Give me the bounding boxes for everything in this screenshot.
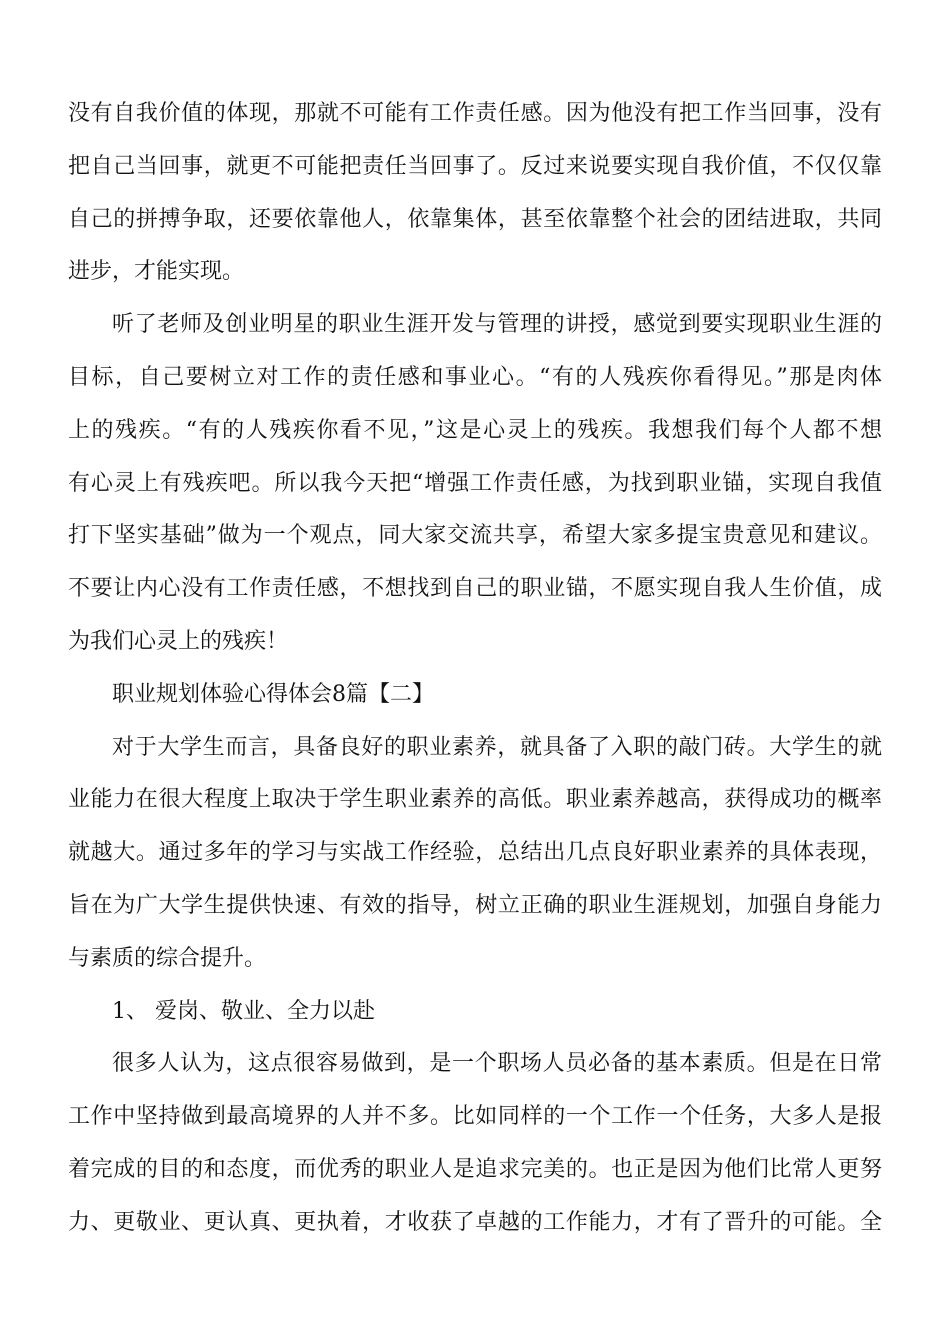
text-line: 上的残疾。“有的人残疾你看不见，”这是心灵上的残疾。我想我们每个人都不想 [68, 417, 882, 443]
text-line: 业能力在很大程度上取决于学生职业素养的高低。职业素养越高，获得成功的概率 [68, 787, 882, 813]
text-line: 听了老师及创业明星的职业生涯开发与管理的讲授，感觉到要实现职业生涯的 [112, 312, 882, 338]
list-heading: 1、 爱岗、敬业、全力以赴 [112, 998, 375, 1024]
text-line: 有心灵上有残疾吧。所以我今天把“增强工作责任感，为找到职业锚，实现自我值 [68, 470, 882, 496]
text-line: 进步，才能实现。 [68, 259, 245, 285]
text-line: 打下坚实基础”做为一个观点，同大家交流共享，希望大家多提宝贵意见和建议。 [68, 523, 882, 549]
text-line: 旨在为广大学生提供快速、有效的指导，树立正确的职业生涯规划，加强自身能力 [68, 892, 882, 918]
text-line: 很多人认为，这点很容易做到，是一个职场人员必备的基本素质。但是在日常 [112, 1051, 882, 1077]
text-line: 对于大学生而言，具备良好的职业素养，就具备了入职的敲门砖。大学生的就 [112, 734, 882, 760]
text-line: 不要让内心没有工作责任感，不想找到自己的职业锚，不愿实现自我人生价值，成 [68, 576, 882, 602]
text-line: 为我们心灵上的残疾！ [68, 628, 289, 654]
document-page [68, 88, 882, 1250]
text-line: 就越大。通过多年的学习与实战工作经验，总结出几点良好职业素养的具体表现， [68, 840, 882, 866]
text-line: 没有自我价值的体现，那就不可能有工作责任感。因为他没有把工作当回事，没有 [68, 101, 882, 126]
section-heading: 职业规划体验心得体会8篇【二】 [112, 681, 434, 707]
text-line: 目标，自己要树立对工作的责任感和事业心。“有的人残疾你看得见。”那是肉体 [68, 364, 882, 390]
text-line: 着完成的目的和态度，而优秀的职业人是追求完美的。也正是因为他们比常人更努 [68, 1156, 882, 1182]
text-line: 与素质的综合提升。 [68, 945, 267, 971]
text-line: 自己的拼搏争取，还要依靠他人，依靠集体，甚至依靠整个社会的团结进取，共同 [68, 206, 882, 232]
text-line: 工作中坚持做到最高境界的人并不多。比如同样的一个工作一个任务，大多人是报 [68, 1104, 882, 1130]
text-line: 力、更敬业、更认真、更执着，才收获了卓越的工作能力，才有了晋升的可能。全 [68, 1209, 882, 1235]
text-line: 把自己当回事，就更不可能把责任当回事了。反过来说要实现自我价值，不仅仅靠 [68, 153, 882, 179]
